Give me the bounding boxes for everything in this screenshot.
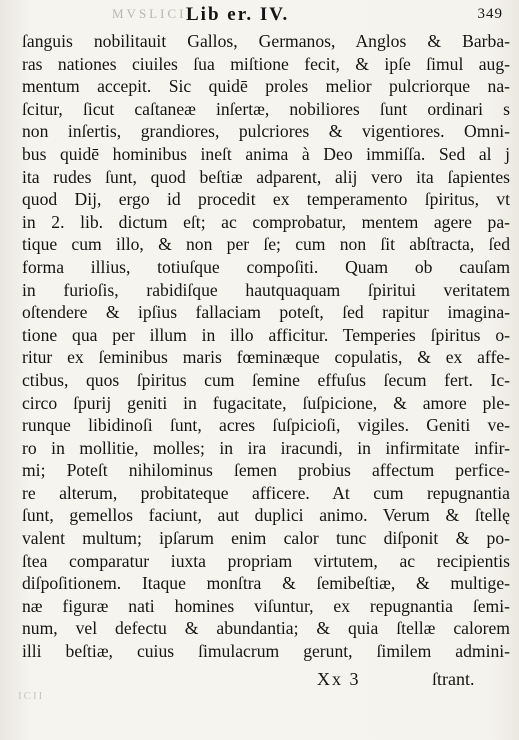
running-title: Lib er. IV. [186, 4, 290, 25]
text-line: in furioſis, rabidiſque hautquaquam ſpiritui veritatem [22, 279, 510, 300]
text-line: quod Dij, ergo id procedit ex temperamento ſpiritus, vt [22, 189, 510, 210]
text-line: ras nationes ciuiles ſua miſtione fecit, & ipſe ſimul aug- [22, 53, 510, 74]
text-line: illi beſtiæ, cuius ſimulacrum gerunt, ſimilem admini- [22, 641, 510, 662]
signature-mark: Xx 3 [317, 669, 361, 689]
text-line: tique cum illo, & non per ſe; cum non ſit abſtracta, ſed [22, 234, 510, 255]
text-line: num, vel defectu & abundantia; & quia ſtellæ calorem [22, 618, 510, 639]
text-line: bus quidē hominibus ineſt anima à Deo immiſſa. Sed al j [22, 143, 510, 164]
text-line: næ figuræ nati homines viſuntur, ex repugnantia ſemi- [22, 595, 510, 616]
text-line: mi; Poteſt nihilominus ſemen probius affectum perfice- [22, 460, 510, 481]
text-line: ro in mollitie, molles; in ira iracundi, in infirmitate infir- [22, 437, 510, 458]
text-line: non inſertis, grandiores, pulcriores & vigentiores. Omni- [22, 121, 510, 142]
text-line: ctibus, quos ſpiritus cum ſemine effuſus ſecum fert. Ic- [22, 369, 510, 390]
text-line: ſanguis nobilitauit Gallos, Germanos, Anglos & Barba- [22, 31, 510, 51]
page-header [0, 4, 519, 26]
text-line: valent multum; ipſarum enim calor tunc diſponit & po- [22, 528, 510, 549]
page-footer [0, 669, 519, 693]
text-line: diſpoſitionem. Itaque monſtra & ſemibeſtiæ, & multige- [22, 573, 510, 594]
text-line: tione qua per illum in illo afficitur. Temperies ſpiritus o- [22, 324, 510, 345]
text-block [22, 30, 510, 663]
text-line: ſcitur, ſicut caſtaneæ inſertæ, nobiliores ſunt ordinari s [22, 98, 510, 119]
text-line: mentum accepit. Sic quidē proles melior pulcriorque na- [22, 76, 510, 97]
text-line: forma illius, totiuſque compoſiti. Quam ob cauſam [22, 256, 510, 277]
running-head-left: MVSLICI [112, 6, 187, 21]
text-line: ſtea comparatur iuxta propriam virtutem, ac recipientis [22, 550, 510, 571]
text-line: ſunt, gemellos faciunt, aut duplici animo. Verum & ſtellę [22, 505, 510, 526]
text-line: ita rudes ſunt, quod beſtiæ adparent, alij vero ita ſapientes [22, 166, 510, 187]
text-line: in 2. lib. dictum eſt; ac comprobatur, mentem agere pa- [22, 211, 510, 232]
show-through-mark: ICII [18, 690, 45, 702]
text-line: re alterum, probitateque afficere. At cum repugnantia [22, 482, 510, 503]
text-line: circo ſpurij geniti in fugacitate, ſuſpicione, & amore ple- [22, 392, 510, 413]
catchword: ſtrant. [432, 669, 475, 689]
page-number: 349 [477, 6, 503, 22]
text-line: oſtendere & ipſius fallaciam poteſt, ſed rapitur imagina- [22, 302, 510, 323]
text-line: ritur ex ſeminibus maris fœminæque copulatis, & ex affe- [22, 347, 510, 368]
text-line: runque libidinoſi ſunt, acres ſuſpicioſi, vigiles. Geniti ve- [22, 415, 510, 436]
